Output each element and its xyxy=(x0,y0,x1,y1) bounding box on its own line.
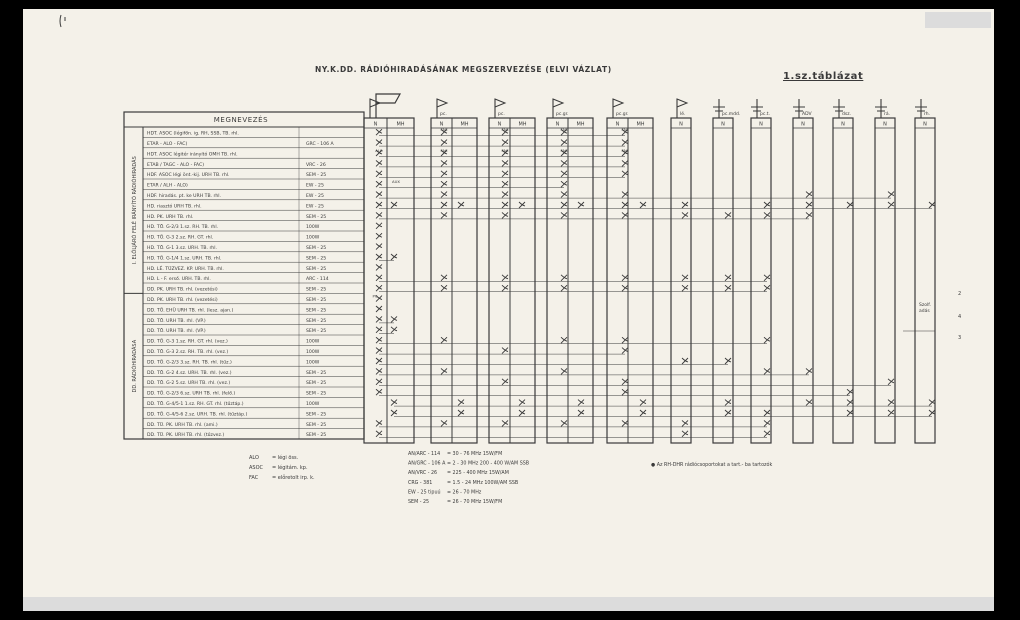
station-mark xyxy=(682,358,688,364)
row-label: DD. TÜ. PK. URH TB. rhl. (tűzvez.) xyxy=(147,433,225,439)
station-mark xyxy=(847,410,853,416)
station-mark xyxy=(502,348,508,354)
document-title: NY.K.DD. RÁDIÓHIRADÁSÁNAK MEGSZERVEZÉSE (ELVI VÁZLAT) xyxy=(315,65,612,74)
station-mark xyxy=(682,420,688,426)
row-label: DD. TÖ. G-2/3 6.sz. URH TB. rhl. (felő.) xyxy=(147,391,236,397)
legend-device: SEM - 25 xyxy=(408,500,430,505)
row-label: HD. riasztó URH TB. rhl. xyxy=(147,204,202,210)
flag-icon xyxy=(495,99,505,107)
station-mark xyxy=(847,400,853,406)
column-header-label: pc.t. xyxy=(760,112,770,117)
legend-device-desc: = 225 - 400 MHz 15W/AM xyxy=(447,471,509,477)
station-mark xyxy=(888,192,894,198)
station-mark xyxy=(764,368,770,374)
station-mark xyxy=(622,389,628,395)
table-header-text: MEGNEVEZÉS xyxy=(213,116,269,124)
station-mark xyxy=(376,212,382,218)
station-mark xyxy=(725,275,731,281)
legend-device-desc: = 26 - 70 MHz 15W/FM xyxy=(447,500,503,505)
station-mark xyxy=(376,275,382,281)
station-mark xyxy=(561,192,567,198)
flag-icon xyxy=(437,99,447,107)
cell-mh: MH xyxy=(576,121,585,128)
column-header-label: rá. xyxy=(884,112,891,117)
station-mark xyxy=(519,410,525,416)
row-code: EW - 25 xyxy=(306,194,324,199)
station-mark xyxy=(502,212,508,218)
station-mark xyxy=(578,202,584,208)
row-label: DD. TÖ. URH TB. rhl. (VP.) xyxy=(147,318,206,324)
legend-device: CRG - 381 xyxy=(408,480,433,486)
margin-number-1: 2 xyxy=(958,291,962,297)
row-code: 100W xyxy=(306,235,320,241)
legend-abbr: ALO xyxy=(249,455,259,461)
cell-code-fac: FAC xyxy=(621,147,629,153)
station-mark xyxy=(682,212,688,218)
row-code: EW - 25 xyxy=(306,183,324,189)
legend-device-desc: = 30 - 76 MHz 15W/FM xyxy=(447,452,503,457)
column-frame xyxy=(713,118,733,443)
station-mark xyxy=(376,368,382,374)
station-mark xyxy=(806,212,812,218)
station-mark xyxy=(441,202,447,208)
row-label: DD. TÖ. G-3 2.sz. RH. TB. rhl. (vez.) xyxy=(147,350,229,355)
station-mark xyxy=(376,202,382,208)
station-mark xyxy=(376,254,382,260)
station-mark xyxy=(806,368,812,374)
station-mark xyxy=(682,202,688,208)
station-mark xyxy=(725,358,731,364)
station-mark xyxy=(622,285,628,291)
row-label: HD. LÉ. TŰZVEZ. KP. URH. TB. rhl. xyxy=(147,266,224,272)
flag-icon xyxy=(613,99,623,107)
station-mark xyxy=(561,337,567,343)
station-mark xyxy=(441,171,447,177)
station-mark xyxy=(725,212,731,218)
column-header-label: dsz. xyxy=(842,112,851,117)
column-frame xyxy=(751,118,771,443)
station-mark xyxy=(376,348,382,354)
flag-icon xyxy=(677,99,687,107)
station-mark xyxy=(376,316,382,322)
row-label: DD. TÖ. G-3 1.sz. RH. GT. rhl. (vez.) xyxy=(147,339,228,345)
station-mark xyxy=(441,192,447,198)
column-frame xyxy=(833,118,853,443)
main-table xyxy=(124,94,961,443)
corner-tab xyxy=(925,12,991,28)
station-mark xyxy=(561,212,567,218)
flag-icon xyxy=(553,99,563,107)
station-mark xyxy=(376,337,382,343)
station-mark xyxy=(458,202,464,208)
cell-code-fac: FAC xyxy=(440,147,448,153)
row-code: SEM - 25 xyxy=(306,256,327,262)
cell-code-fac: FAC xyxy=(501,147,509,153)
row-label: DD. TÜ. PK. URH TB. rhl. (ami.) xyxy=(147,422,218,428)
row-label: DD. TÖ. G-2 5.sz. URH TB. rhl. (vez.) xyxy=(147,381,231,387)
station-mark xyxy=(376,264,382,270)
cell-n: N xyxy=(373,121,378,128)
station-mark xyxy=(502,192,508,198)
station-mark xyxy=(561,420,567,426)
legend-abbr: FAC xyxy=(249,475,259,481)
station-mark xyxy=(458,410,464,416)
station-mark xyxy=(929,202,935,208)
column-header-label: pc.mdd. xyxy=(722,112,741,117)
row-label: DD. TÖ. EHÜ URH TB. rhl. (lesz. ajan.) xyxy=(147,308,234,314)
station-mark xyxy=(764,202,770,208)
station-mark xyxy=(441,140,447,146)
legend-device: AN/ARC - 114 xyxy=(408,452,441,457)
margin-number-3: 3 xyxy=(958,335,962,341)
row-code: SEM - 25 xyxy=(306,173,327,179)
station-mark xyxy=(725,410,731,416)
station-mark xyxy=(502,181,508,187)
row-code: GRC - 106 A xyxy=(306,142,334,147)
cell-mh: MH xyxy=(518,121,527,128)
station-mark xyxy=(929,410,935,416)
station-mark xyxy=(391,327,397,333)
row-label: HD. PK. URH TB. rhl. xyxy=(147,214,194,220)
row-code: SEM - 25 xyxy=(306,370,327,376)
station-mark xyxy=(502,420,508,426)
station-mark xyxy=(806,192,812,198)
legend-abbr-desc: = előretolt irp. k. xyxy=(272,475,315,481)
legend-device-desc: = 2 - 30 MHz 200 - 400 W/AM SSB xyxy=(447,461,530,467)
station-mark xyxy=(376,171,382,177)
row-label: HDF. ASOC légi önt.-kij. URH TB. rhl. xyxy=(147,173,230,179)
station-mark xyxy=(502,160,508,166)
row-code: 100W xyxy=(306,402,320,407)
station-mark xyxy=(502,285,508,291)
row-label: DD. PK. URH TB. rhl. (vezetési) xyxy=(147,287,218,293)
station-mark xyxy=(888,410,894,416)
station-column xyxy=(875,99,895,443)
station-mark xyxy=(441,181,447,187)
station-mark xyxy=(441,368,447,374)
station-mark xyxy=(441,212,447,218)
cell-code-fac: FAC xyxy=(560,147,568,153)
station-mark xyxy=(376,129,382,135)
row-code: 100W xyxy=(306,350,320,355)
cell-mh: MH xyxy=(636,121,645,128)
station-mark xyxy=(847,202,853,208)
legend xyxy=(249,451,772,505)
command-flag-icon xyxy=(376,94,400,118)
row-code: EW - 25 xyxy=(306,204,324,210)
station-mark xyxy=(502,202,508,208)
row-label: DD. TÖ. G-4/5-6 2.sz. URH. TB. rhl. (tűztáp.) xyxy=(147,412,248,418)
station-mark xyxy=(519,202,525,208)
row-label: HD. L - F. erső. URH. TB. rhl. xyxy=(147,277,211,283)
margin-note-1: Szolf. xyxy=(919,303,931,308)
station-column xyxy=(751,99,771,443)
station-mark xyxy=(376,358,382,364)
station-mark xyxy=(458,400,464,406)
station-mark xyxy=(561,171,567,177)
station-mark xyxy=(622,212,628,218)
row-code: SEM - 25 xyxy=(306,381,327,387)
station-mark xyxy=(622,202,628,208)
row-code: SEM - 25 xyxy=(306,412,327,418)
station-mark xyxy=(806,400,812,406)
station-mark xyxy=(847,389,853,395)
station-mark xyxy=(682,285,688,291)
station-mark xyxy=(376,181,382,187)
station-mark xyxy=(391,254,397,260)
cell-code-fac: FAC xyxy=(440,127,448,132)
station-mark xyxy=(640,202,646,208)
row-label: DD. TÖ. G-4/5-1 1.sz. RH. GT. rhl. (tűztáp.) xyxy=(147,402,244,407)
cell-code-fac: FAC xyxy=(560,127,568,132)
station-mark xyxy=(764,431,770,437)
station-mark xyxy=(376,420,382,426)
station-column xyxy=(431,99,477,443)
station-mark xyxy=(622,160,628,166)
station-mark xyxy=(376,389,382,395)
station-mark xyxy=(376,285,382,291)
station-mark xyxy=(391,316,397,322)
station-mark xyxy=(888,379,894,385)
station-mark xyxy=(578,410,584,416)
column-header-label: pc. xyxy=(440,112,447,117)
station-mark xyxy=(764,212,770,218)
cell-n: N xyxy=(801,121,805,128)
station-mark xyxy=(929,400,935,406)
cell-n: N xyxy=(555,121,560,128)
station-mark xyxy=(519,400,525,406)
station-column xyxy=(607,99,653,443)
row-code: SEM - 25 xyxy=(306,391,327,397)
cell-mh: MH xyxy=(460,121,469,128)
row-code: SEM - 25 xyxy=(306,308,327,314)
station-mark xyxy=(376,192,382,198)
station-mark xyxy=(561,181,567,187)
station-mark xyxy=(502,140,508,146)
station-mark xyxy=(764,410,770,416)
row-label: HDT. ASOC légitér irányító OMH TB. rhl. xyxy=(147,152,238,158)
station-mark xyxy=(622,171,628,177)
station-column xyxy=(915,99,935,443)
row-label: DD. TÖ. G-2 4.sz. URH. TB. rhl. (vez.) xyxy=(147,370,232,376)
cell-code-fac: FAC xyxy=(501,127,509,132)
row-code: 100W xyxy=(306,360,320,366)
label-frame xyxy=(124,112,364,439)
row-label: HD. TÖ. G-3 2.sz. RH. GT. rhl. xyxy=(147,235,214,241)
section-label-2: DD. RÁDIÓHIRADÁSA xyxy=(132,339,138,393)
column-header-label: lé. xyxy=(680,112,686,117)
station-column xyxy=(671,99,691,443)
column-frame xyxy=(915,118,935,443)
station-mark xyxy=(622,192,628,198)
row-label: ETAR / ALH - ALO) xyxy=(147,183,188,189)
column-header-label: pc.gr. xyxy=(556,112,569,117)
station-mark xyxy=(682,275,688,281)
station-mark xyxy=(376,306,382,312)
station-mark xyxy=(682,431,688,437)
station-mark xyxy=(561,140,567,146)
legend-device: AN/VRC - 26 xyxy=(408,471,438,477)
station-mark xyxy=(725,285,731,291)
station-mark xyxy=(391,410,397,416)
legend-device: EW - 25 tipuú xyxy=(408,490,441,496)
station-mark xyxy=(806,202,812,208)
station-mark xyxy=(376,223,382,229)
cell-n: N xyxy=(841,121,845,128)
station-mark xyxy=(764,337,770,343)
row-code: ARC - 114 xyxy=(306,277,329,283)
station-mark xyxy=(441,337,447,343)
row-code: SEM - 25 xyxy=(306,266,327,272)
cell-n: N xyxy=(759,121,763,128)
station-mark xyxy=(561,285,567,291)
legend-abbr-desc: = légi öss. xyxy=(272,455,299,461)
station-mark xyxy=(376,160,382,166)
column-frame xyxy=(793,118,813,443)
cell-code-fac: FAC xyxy=(621,127,629,132)
station-mark xyxy=(622,379,628,385)
station-mark xyxy=(376,233,382,239)
legend-device-desc: = 1.5 - 24 MHz 100W/AM SSB xyxy=(447,480,519,486)
station-mark xyxy=(622,348,628,354)
station-mark xyxy=(764,420,770,426)
cell-n: N xyxy=(721,121,725,128)
row-code: SEM - 25 xyxy=(306,287,327,293)
station-mark xyxy=(764,285,770,291)
row-code: 100W xyxy=(306,225,320,231)
cell-code-aux: AUX xyxy=(392,179,400,184)
station-mark xyxy=(622,420,628,426)
cell-n: N xyxy=(615,121,620,128)
station-mark xyxy=(622,140,628,146)
station-column xyxy=(547,99,593,443)
row-label: DD. PK. URH TB. rhl. (vezetési) xyxy=(147,298,218,303)
cell-n: N xyxy=(679,121,683,128)
margin-number-2: 4 xyxy=(958,314,962,320)
binding-mark xyxy=(60,15,65,27)
station-column xyxy=(364,99,414,443)
row-code: SEM - 25 xyxy=(306,318,327,324)
legend-device-desc: = 26 - 70 MHz xyxy=(447,490,482,496)
row-code: SEM - 25 xyxy=(306,298,327,303)
column-header-label: ADV xyxy=(802,112,812,117)
row-code: SEM - 25 xyxy=(306,246,327,251)
cell-n: N xyxy=(883,121,887,128)
bottom-strip xyxy=(23,597,994,611)
station-mark xyxy=(561,368,567,374)
row-label: HD. TÖ. G-2/3 1.sz. RH. TB. rhl. xyxy=(147,225,219,231)
station-mark xyxy=(622,337,628,343)
row-label: ETAR - ALO - FAC) xyxy=(147,142,188,147)
row-code: SEM - 25 xyxy=(306,214,327,220)
legend-abbr: ASOC xyxy=(249,465,264,471)
row-label: ETAB / TAGC - ALO - FAC) xyxy=(147,162,204,168)
margin-note-2: adás xyxy=(919,309,930,314)
row-label: HDT. ASOC (légifőn. ig. RH, SSB, TB. rhl. xyxy=(147,131,239,137)
station-mark xyxy=(376,431,382,437)
cell-n: N xyxy=(497,121,502,128)
row-code: SEM - 25 xyxy=(306,433,327,439)
document-sheet xyxy=(23,9,994,609)
station-mark xyxy=(376,140,382,146)
row-label: DD. TÖ. G-2/3 3.sz. RH. TB. rhl. (tűz.) xyxy=(147,360,232,366)
legend-device: AN/GRC - 106 A xyxy=(408,461,446,467)
station-mark xyxy=(640,400,646,406)
cell-code-pc: PC xyxy=(372,293,378,299)
station-mark xyxy=(441,420,447,426)
station-mark xyxy=(764,275,770,281)
station-mark xyxy=(502,379,508,385)
station-mark xyxy=(376,244,382,250)
row-code: SEM - 25 xyxy=(306,329,327,335)
row-label: DD. TÖ. URH TB. rhl. (VP.) xyxy=(147,329,206,335)
station-mark xyxy=(502,275,508,281)
station-mark xyxy=(441,160,447,166)
column-frame xyxy=(875,118,895,443)
station-column xyxy=(489,99,535,443)
station-mark xyxy=(640,410,646,416)
station-mark xyxy=(502,171,508,177)
station-mark xyxy=(391,202,397,208)
station-mark xyxy=(888,202,894,208)
cell-mh: MH xyxy=(396,121,405,128)
station-mark xyxy=(725,400,731,406)
section-label-1: I. ELŐLJÁRÓ FELÉ IRÁNYÍTÓ RÁDIÓHIRADÁS xyxy=(132,156,138,265)
station-mark xyxy=(376,379,382,385)
column-header-label: pc. xyxy=(498,112,505,117)
station-mark xyxy=(441,275,447,281)
station-mark xyxy=(376,327,382,333)
cell-code-alo: ALO xyxy=(375,147,383,153)
column-frame xyxy=(671,118,691,443)
station-mark xyxy=(888,400,894,406)
footnote: ● Az RH-DHR rádiócsoportokat a tart.- ba tartozók xyxy=(651,463,773,468)
row-label: HDF. hiradás. pt. ke URH TB. rhl. xyxy=(147,194,221,199)
column-header-label: rh. xyxy=(924,112,931,117)
row-code: SEM - 25 xyxy=(306,422,327,428)
legend-abbr-desc: = légitám. kp. xyxy=(272,465,308,471)
cell-n: N xyxy=(923,121,927,128)
row-label: HD. TÖ. G-1/4 1.sz. URH. TB. rhl. xyxy=(147,256,222,262)
station-mark xyxy=(441,285,447,291)
station-mark xyxy=(561,160,567,166)
station-mark xyxy=(561,275,567,281)
cell-n: N xyxy=(439,121,444,128)
station-mark xyxy=(561,202,567,208)
document-svg xyxy=(23,9,994,609)
station-column xyxy=(713,99,740,443)
station-mark xyxy=(622,275,628,281)
appendix-ref: 1.sz.táblázat xyxy=(783,71,864,82)
station-mark xyxy=(391,400,397,406)
row-code: VRC - 26 xyxy=(306,162,326,168)
station-marks xyxy=(373,127,935,437)
row-code: 100W xyxy=(306,339,320,345)
station-mark xyxy=(578,400,584,406)
station-column xyxy=(793,99,813,443)
column-header-label: pc.gr. xyxy=(616,112,629,117)
row-label: HD. TÖ. G-1 3.sz. URH. TB. rhl. xyxy=(147,246,217,251)
